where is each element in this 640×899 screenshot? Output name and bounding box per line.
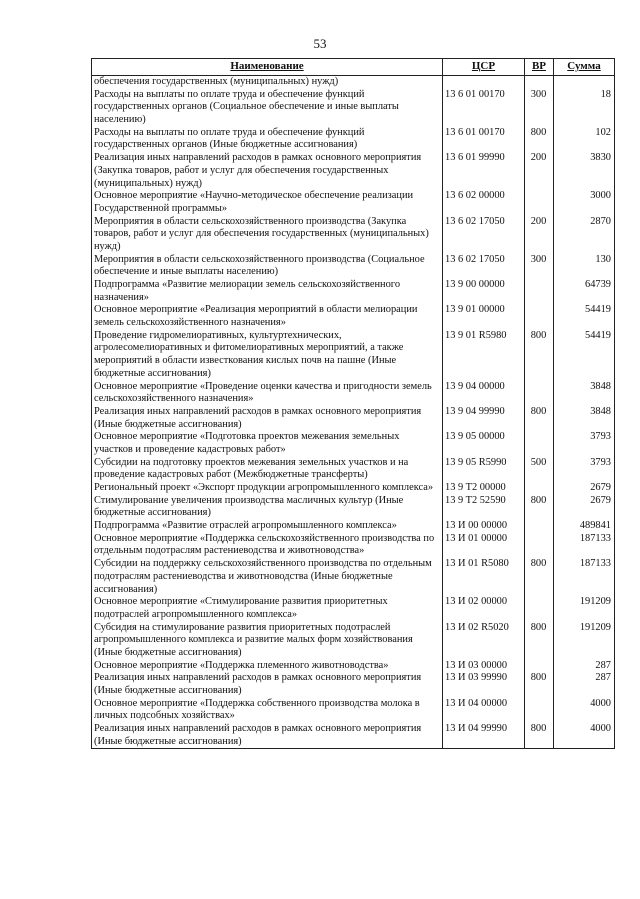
row-csr: 13 9 00 00000 (443, 279, 525, 304)
row-name: Основное мероприятие «Научно-методическое обеспечение реализации Государственной программы» (92, 190, 443, 215)
row-name: обеспечения государственных (муниципальных) нужд) (92, 76, 443, 89)
row-sum: 191209 (554, 596, 615, 621)
row-vr: 300 (525, 89, 554, 127)
row-name: Реализация иных направлений расходов в рамках основного мероприятия (Иные бюджетные ассигнования) (92, 406, 443, 431)
table-row (92, 660, 615, 673)
table-row (92, 431, 615, 456)
row-csr: 13 6 02 17050 (443, 254, 525, 279)
row-name: Мероприятия в области сельскохозяйственного производства (Закупка товаров, работ и услуг для обеспечения государственных (муниципальных) нужд) (92, 216, 443, 254)
table-row (92, 381, 615, 406)
row-sum: 18 (554, 89, 615, 127)
table-row (92, 190, 615, 215)
row-name: Реализация иных направлений расходов в рамках основного мероприятия (Иные бюджетные ассигнования) (92, 672, 443, 697)
table-row (92, 698, 615, 723)
row-name: Расходы на выплаты по оплате труда и обеспечение функций государственных органов (Иные бюджетные ассигнования) (92, 127, 443, 152)
table-header-row (92, 59, 615, 76)
row-sum: 102 (554, 127, 615, 152)
row-vr: 800 (525, 406, 554, 431)
row-csr: 13 9 01 R5980 (443, 330, 525, 381)
row-vr (525, 431, 554, 456)
row-csr: 13 6 01 99990 (443, 152, 525, 190)
row-name: Основное мероприятие «Реализация мероприятий в области мелиорации земель сельскохозяйственного назначения» (92, 304, 443, 329)
row-sum: 64739 (554, 279, 615, 304)
row-csr: 13 6 02 17050 (443, 216, 525, 254)
row-csr: 13 9 T2 00000 (443, 482, 525, 495)
row-sum: 54419 (554, 330, 615, 381)
row-vr (525, 279, 554, 304)
row-name: Основное мероприятие «Проведение оценки качества и пригодности земель сельскохозяйственного назначения» (92, 381, 443, 406)
table-row (92, 723, 615, 749)
header-csr: ЦСР (443, 59, 525, 76)
table-row (92, 152, 615, 190)
row-vr (525, 304, 554, 329)
row-sum: 489841 (554, 520, 615, 533)
row-vr: 500 (525, 457, 554, 482)
row-sum: 3793 (554, 431, 615, 456)
row-name: Расходы на выплаты по оплате труда и обеспечение функций государственных органов (Социальное обеспечение и иные выплаты населению) (92, 89, 443, 127)
row-csr: 13 6 01 00170 (443, 127, 525, 152)
row-vr: 800 (525, 672, 554, 697)
page-number: 53 (313, 36, 327, 51)
row-name: Мероприятия в области сельскохозяйственного производства (Социальное обеспечение и иные выплаты населению) (92, 254, 443, 279)
row-csr: 13 И 00 00000 (443, 520, 525, 533)
row-name: Основное мероприятие «Стимулирование развития приоритетных подотраслей агропромышленного комплекса» (92, 596, 443, 621)
row-csr: 13 И 03 99990 (443, 672, 525, 697)
table-row (92, 279, 615, 304)
row-sum: 3830 (554, 152, 615, 190)
row-sum: 187133 (554, 558, 615, 596)
row-sum: 191209 (554, 622, 615, 660)
row-vr (525, 596, 554, 621)
row-csr: 13 И 02 00000 (443, 596, 525, 621)
row-vr: 800 (525, 330, 554, 381)
row-sum: 4000 (554, 698, 615, 723)
row-sum: 2679 (554, 495, 615, 520)
row-vr: 300 (525, 254, 554, 279)
table-row (92, 330, 615, 381)
row-sum: 54419 (554, 304, 615, 329)
row-name: Проведение гидромелиоративных, культуртехнических, агролесомелиоративных и фитомелиоративных мероприятий, а также мероприятий в области известкования кислых почв на пашне (Иные бюджетные ассигнования) (92, 330, 443, 381)
row-vr: 800 (525, 558, 554, 596)
table-row (92, 127, 615, 152)
row-sum: 2679 (554, 482, 615, 495)
row-csr: 13 И 02 R5020 (443, 622, 525, 660)
row-vr (525, 381, 554, 406)
row-name: Основное мероприятие «Поддержка сельскохозяйственного производства по отдельным подотраслям растениеводства и животноводства» (92, 533, 443, 558)
row-name: Стимулирование увеличения производства масличных культур (Иные бюджетные ассигнования) (92, 495, 443, 520)
row-csr: 13 И 04 99990 (443, 723, 525, 749)
table-row (92, 216, 615, 254)
row-csr: 13 9 05 00000 (443, 431, 525, 456)
row-csr: 13 6 02 00000 (443, 190, 525, 215)
row-sum: 287 (554, 672, 615, 697)
table-row (92, 558, 615, 596)
table-row (92, 457, 615, 482)
row-sum: 287 (554, 660, 615, 673)
row-vr: 200 (525, 152, 554, 190)
header-sum: Сумма (554, 59, 615, 76)
row-csr: 13 6 01 00170 (443, 89, 525, 127)
table-row (92, 520, 615, 533)
table-row (92, 254, 615, 279)
row-name: Основное мероприятие «Поддержка племенного животноводства» (92, 660, 443, 673)
row-vr (525, 660, 554, 673)
row-name: Основное мероприятие «Подготовка проектов межевания земельных участков и проведение кадастровых работ» (92, 431, 443, 456)
table-row (92, 89, 615, 127)
table-row (92, 672, 615, 697)
row-name: Основное мероприятие «Поддержка собственного производства молока в личных подсобных хозяйствах» (92, 698, 443, 723)
row-csr (443, 76, 525, 89)
row-name: Субсидии на поддержку сельскохозяйственного производства по отдельным подотраслям растениеводства и животноводства (Иные бюджетные ассигнования) (92, 558, 443, 596)
header-vr: ВР (525, 59, 554, 76)
row-sum: 3793 (554, 457, 615, 482)
row-csr: 13 9 T2 52590 (443, 495, 525, 520)
row-csr: 13 И 01 R5080 (443, 558, 525, 596)
table-row (92, 482, 615, 495)
row-csr: 13 И 01 00000 (443, 533, 525, 558)
row-sum: 4000 (554, 723, 615, 749)
table-row (92, 596, 615, 621)
row-sum: 3848 (554, 381, 615, 406)
row-name: Региональный проект «Экспорт продукции агропромышленного комплекса» (92, 482, 443, 495)
row-sum: 130 (554, 254, 615, 279)
row-name: Подпрограмма «Развитие мелиорации земель сельскохозяйственного назначения» (92, 279, 443, 304)
row-vr (525, 698, 554, 723)
row-name: Подпрограмма «Развитие отраслей агропромышленного комплекса» (92, 520, 443, 533)
row-vr (525, 482, 554, 495)
row-vr: 800 (525, 495, 554, 520)
row-vr: 800 (525, 622, 554, 660)
row-name: Субсидии на подготовку проектов межевания земельных участков и на проведение кадастровых работ (Межбюджетные трансферты) (92, 457, 443, 482)
header-name: Наименование (92, 59, 443, 76)
table-row (92, 76, 615, 89)
row-sum (554, 76, 615, 89)
table-row (92, 533, 615, 558)
row-name: Реализация иных направлений расходов в рамках основного мероприятия (Иные бюджетные ассигнования) (92, 723, 443, 749)
budget-table (91, 58, 615, 749)
row-csr: 13 9 01 00000 (443, 304, 525, 329)
row-csr: 13 9 04 99990 (443, 406, 525, 431)
row-csr: 13 9 04 00000 (443, 381, 525, 406)
row-sum: 2870 (554, 216, 615, 254)
row-vr: 800 (525, 723, 554, 749)
row-vr: 800 (525, 127, 554, 152)
row-name: Реализация иных направлений расходов в рамках основного мероприятия (Закупка товаров, работ и услуг для обеспечения государственных (муниципальных) нужд) (92, 152, 443, 190)
row-csr: 13 И 03 00000 (443, 660, 525, 673)
table-row (92, 495, 615, 520)
row-vr: 200 (525, 216, 554, 254)
table-row (92, 304, 615, 329)
row-vr (525, 520, 554, 533)
row-vr (525, 533, 554, 558)
table-row (92, 406, 615, 431)
row-sum: 3000 (554, 190, 615, 215)
row-vr (525, 190, 554, 215)
row-vr (525, 76, 554, 89)
table-row (92, 622, 615, 660)
row-sum: 187133 (554, 533, 615, 558)
row-csr: 13 И 04 00000 (443, 698, 525, 723)
row-sum: 3848 (554, 406, 615, 431)
row-name: Субсидия на стимулирование развития приоритетных подотраслей агропромышленного комплекса и развитие малых форм хозяйствования (Иные бюджетные ассигнования) (92, 622, 443, 660)
row-csr: 13 9 05 R5990 (443, 457, 525, 482)
